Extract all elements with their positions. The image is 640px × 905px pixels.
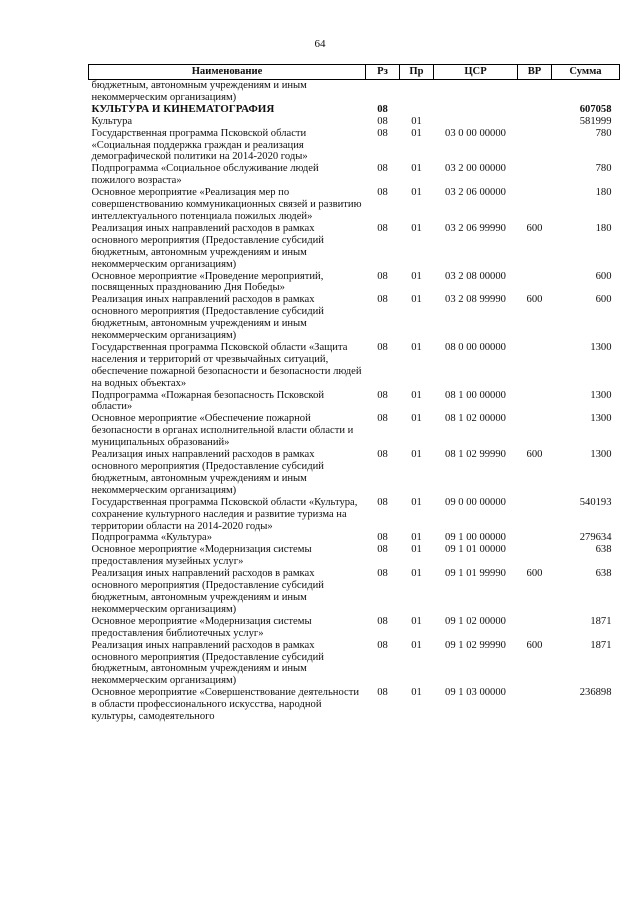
cell-rz: 08	[377, 163, 388, 175]
cell-csr: 09 1 02 00000	[445, 615, 506, 627]
cell-sum: 607058	[579, 103, 612, 115]
header-sum: Сумма	[552, 65, 620, 80]
cell-name: Государственная программа Псковской области «Культура, сохранение культурного наследия и развитие туризма на территории области на 2014-2020 годы»	[91, 496, 358, 532]
cell-sum: 581999	[579, 115, 612, 127]
cell-vr: 600	[526, 449, 543, 461]
cell-pr: 01	[411, 532, 422, 544]
cell-name: Основное мероприятие «Реализация мер по совершенствованию коммуникационных связей и развитию интеллектуального потенциала пожилых людей»	[91, 187, 362, 222]
cell-pr: 01	[411, 544, 422, 556]
cell-name: Основное мероприятие «Модернизация системы предоставления библиотечных услуг»	[91, 615, 312, 639]
cell-sum: 1300	[590, 449, 612, 461]
table-row	[89, 116, 620, 128]
cell-name: Подпрограмма «Пожарная безопасность Псковской области»	[91, 389, 325, 413]
cell-name: Государственная программа Псковской области «Социальная поддержка граждан и реализация демографической политики на 2014-2020 годы»	[91, 127, 308, 163]
cell-sum: 180	[595, 187, 612, 199]
header-vr: ВР	[518, 65, 552, 80]
cell-vr: 600	[526, 639, 543, 651]
cell-name: Подпрограмма «Культура»	[91, 532, 213, 544]
table-row	[89, 128, 620, 164]
cell-name: Основное мероприятие «Модернизация системы предоставления музейных услуг»	[91, 544, 312, 568]
cell-pr: 01	[411, 187, 422, 199]
cell-vr	[518, 390, 552, 414]
page-number: 64	[314, 38, 326, 50]
cell-csr	[434, 80, 518, 104]
table-row	[89, 342, 620, 390]
cell-vr: 600	[526, 222, 543, 234]
header-name: Наименование	[89, 65, 366, 80]
cell-sum: 638	[595, 568, 612, 580]
cell-pr: 01	[411, 341, 422, 353]
table-row	[89, 616, 620, 640]
cell-pr: 01	[411, 449, 422, 461]
cell-sum: 1871	[590, 639, 612, 651]
cell-vr: 600	[526, 568, 543, 580]
cell-rz: 08	[377, 615, 388, 627]
cell-rz: 08	[377, 222, 388, 234]
cell-rz: 08	[377, 103, 388, 115]
cell-csr: 09 1 03 00000	[445, 687, 506, 699]
cell-vr	[518, 532, 552, 544]
cell-vr	[518, 187, 552, 223]
cell-rz: 08	[377, 413, 388, 425]
cell-csr: 08 1 00 00000	[445, 389, 506, 401]
cell-vr	[518, 271, 552, 295]
cell-rz: 08	[377, 532, 388, 544]
cell-pr: 01	[411, 294, 422, 306]
table-row	[89, 294, 620, 342]
cell-pr: 01	[411, 413, 422, 425]
cell-vr	[518, 687, 552, 723]
budget-table-container	[88, 64, 619, 723]
cell-rz: 08	[377, 544, 388, 556]
cell-rz: 08	[377, 687, 388, 699]
cell-vr	[518, 163, 552, 187]
cell-sum: 780	[595, 163, 612, 175]
cell-rz: 08	[377, 341, 388, 353]
cell-name: Реализация иных направлений расходов в рамках основного мероприятия (Предоставление субсидий бюджетным, автономным учреждениям и иным некоммерческим организациям)	[91, 294, 324, 342]
cell-csr: 08 0 00 00000	[445, 341, 506, 353]
table-row	[89, 163, 620, 187]
cell-name: КУЛЬТУРА И КИНЕМАТОГРАФИЯ	[91, 102, 275, 115]
cell-name: Реализация иных направлений расходов в рамках основного мероприятия (Предоставление субсидий бюджетным, автономным учреждениям и иным некоммерческим организациям)	[91, 568, 324, 615]
cell-vr	[518, 497, 552, 533]
cell-sum: 600	[595, 294, 612, 306]
cell-vr	[518, 80, 552, 104]
table-body	[89, 80, 620, 723]
cell-pr: 01	[411, 163, 422, 175]
cell-pr: 01	[411, 615, 422, 627]
cell-csr: 08 1 02 00000	[445, 413, 506, 425]
cell-sum: 540193	[579, 496, 612, 508]
cell-pr	[400, 104, 434, 116]
cell-csr: 03 2 00 00000	[445, 163, 506, 175]
cell-rz: 08	[377, 496, 388, 508]
cell-name: Основное мероприятие «Проведение мероприятий, посвященных празднованию Дня Победы»	[91, 270, 324, 294]
cell-name: бюджетным, автономным учреждениям и иным некоммерческим организациям)	[91, 80, 307, 103]
table-header-row	[89, 65, 620, 80]
cell-pr: 01	[411, 568, 422, 580]
table-row	[89, 271, 620, 295]
cell-name: Культура	[91, 115, 133, 127]
cell-rz: 08	[377, 639, 388, 651]
cell-csr: 09 1 01 99990	[445, 568, 506, 580]
cell-csr: 03 2 06 00000	[445, 187, 506, 199]
cell-rz	[366, 80, 400, 104]
cell-pr: 01	[411, 270, 422, 282]
cell-rz: 08	[377, 568, 388, 580]
cell-name: Основное мероприятие «Совершенствование деятельности в области профессионального искусства, народной культуры, самодеятельного	[91, 687, 360, 723]
cell-name: Реализация иных направлений расходов в рамках основного мероприятия (Предоставление субсидий бюджетным, автономным учреждениям и иным некоммерческим организациям)	[91, 449, 324, 496]
cell-csr: 03 2 08 00000	[445, 270, 506, 282]
table-row	[89, 223, 620, 271]
cell-csr	[434, 104, 518, 116]
cell-sum: 1300	[590, 413, 612, 425]
cell-name: Государственная программа Псковской области «Защита населения и территорий от чрезвычайных ситуаций, обеспечение пожарной безопасности и безопасности людей на водных объектах»	[91, 341, 362, 389]
cell-sum: 236898	[579, 687, 612, 699]
table-row	[89, 390, 620, 414]
cell-vr	[518, 116, 552, 128]
header-rz: Рз	[366, 65, 400, 80]
cell-csr: 09 0 00 00000	[445, 496, 506, 508]
cell-csr: 08 1 02 99990	[445, 449, 506, 461]
cell-sum: 279634	[579, 532, 612, 544]
cell-csr	[434, 116, 518, 128]
table-row	[89, 568, 620, 616]
cell-rz: 08	[377, 270, 388, 282]
table-row	[89, 687, 620, 723]
table-row	[89, 544, 620, 568]
cell-csr: 09 1 02 99990	[445, 639, 506, 651]
cell-vr	[518, 616, 552, 640]
cell-sum: 780	[595, 127, 612, 139]
cell-rz: 08	[377, 187, 388, 199]
cell-name: Реализация иных направлений расходов в рамках основного мероприятия (Предоставление субсидий бюджетным, автономным учреждениям и иным некоммерческим организациям)	[91, 222, 324, 270]
table-row	[89, 187, 620, 223]
cell-sum	[552, 80, 620, 104]
table-row	[89, 104, 620, 116]
cell-sum: 638	[595, 544, 612, 556]
cell-pr	[400, 80, 434, 104]
cell-sum: 1300	[590, 341, 612, 353]
cell-pr: 01	[411, 222, 422, 234]
cell-name: Подпрограмма «Социальное обслуживание людей пожилого возраста»	[91, 163, 319, 187]
cell-csr: 03 2 08 99990	[445, 294, 506, 306]
cell-rz: 08	[377, 389, 388, 401]
cell-sum: 600	[595, 270, 612, 282]
cell-vr	[518, 413, 552, 449]
cell-sum: 1871	[590, 615, 612, 627]
table-row	[89, 80, 620, 104]
cell-rz: 08	[377, 294, 388, 306]
cell-name: Основное мероприятие «Обеспечение пожарной безопасности в органах исполнительной власти области и муниципальных образований»	[91, 413, 354, 449]
cell-sum: 180	[595, 222, 612, 234]
cell-sum: 1300	[590, 389, 612, 401]
cell-rz: 08	[377, 449, 388, 461]
table-row	[89, 640, 620, 688]
table-row	[89, 497, 620, 533]
budget-table	[88, 64, 620, 723]
table-row	[89, 449, 620, 497]
header-csr: ЦСР	[434, 65, 518, 80]
cell-pr: 01	[411, 687, 422, 699]
cell-rz: 08	[377, 115, 388, 127]
cell-csr: 03 0 00 00000	[445, 127, 506, 139]
cell-vr	[518, 544, 552, 568]
table-row	[89, 532, 620, 544]
cell-pr: 01	[411, 639, 422, 651]
cell-pr: 01	[411, 496, 422, 508]
table-row	[89, 413, 620, 449]
cell-vr: 600	[526, 294, 543, 306]
cell-pr: 01	[411, 389, 422, 401]
cell-pr: 01	[411, 115, 422, 127]
cell-name: Реализация иных направлений расходов в рамках основного мероприятия (Предоставление субсидий бюджетным, автономным учреждениям и иным некоммерческим организациям)	[91, 639, 324, 687]
cell-pr: 01	[411, 127, 422, 139]
header-pr: Пр	[400, 65, 434, 80]
cell-rz: 08	[377, 127, 388, 139]
cell-vr	[518, 342, 552, 390]
cell-csr: 09 1 01 00000	[445, 544, 506, 556]
cell-vr	[518, 104, 552, 116]
cell-vr	[518, 128, 552, 164]
cell-csr: 03 2 06 99990	[445, 222, 506, 234]
cell-csr: 09 1 00 00000	[445, 532, 506, 544]
